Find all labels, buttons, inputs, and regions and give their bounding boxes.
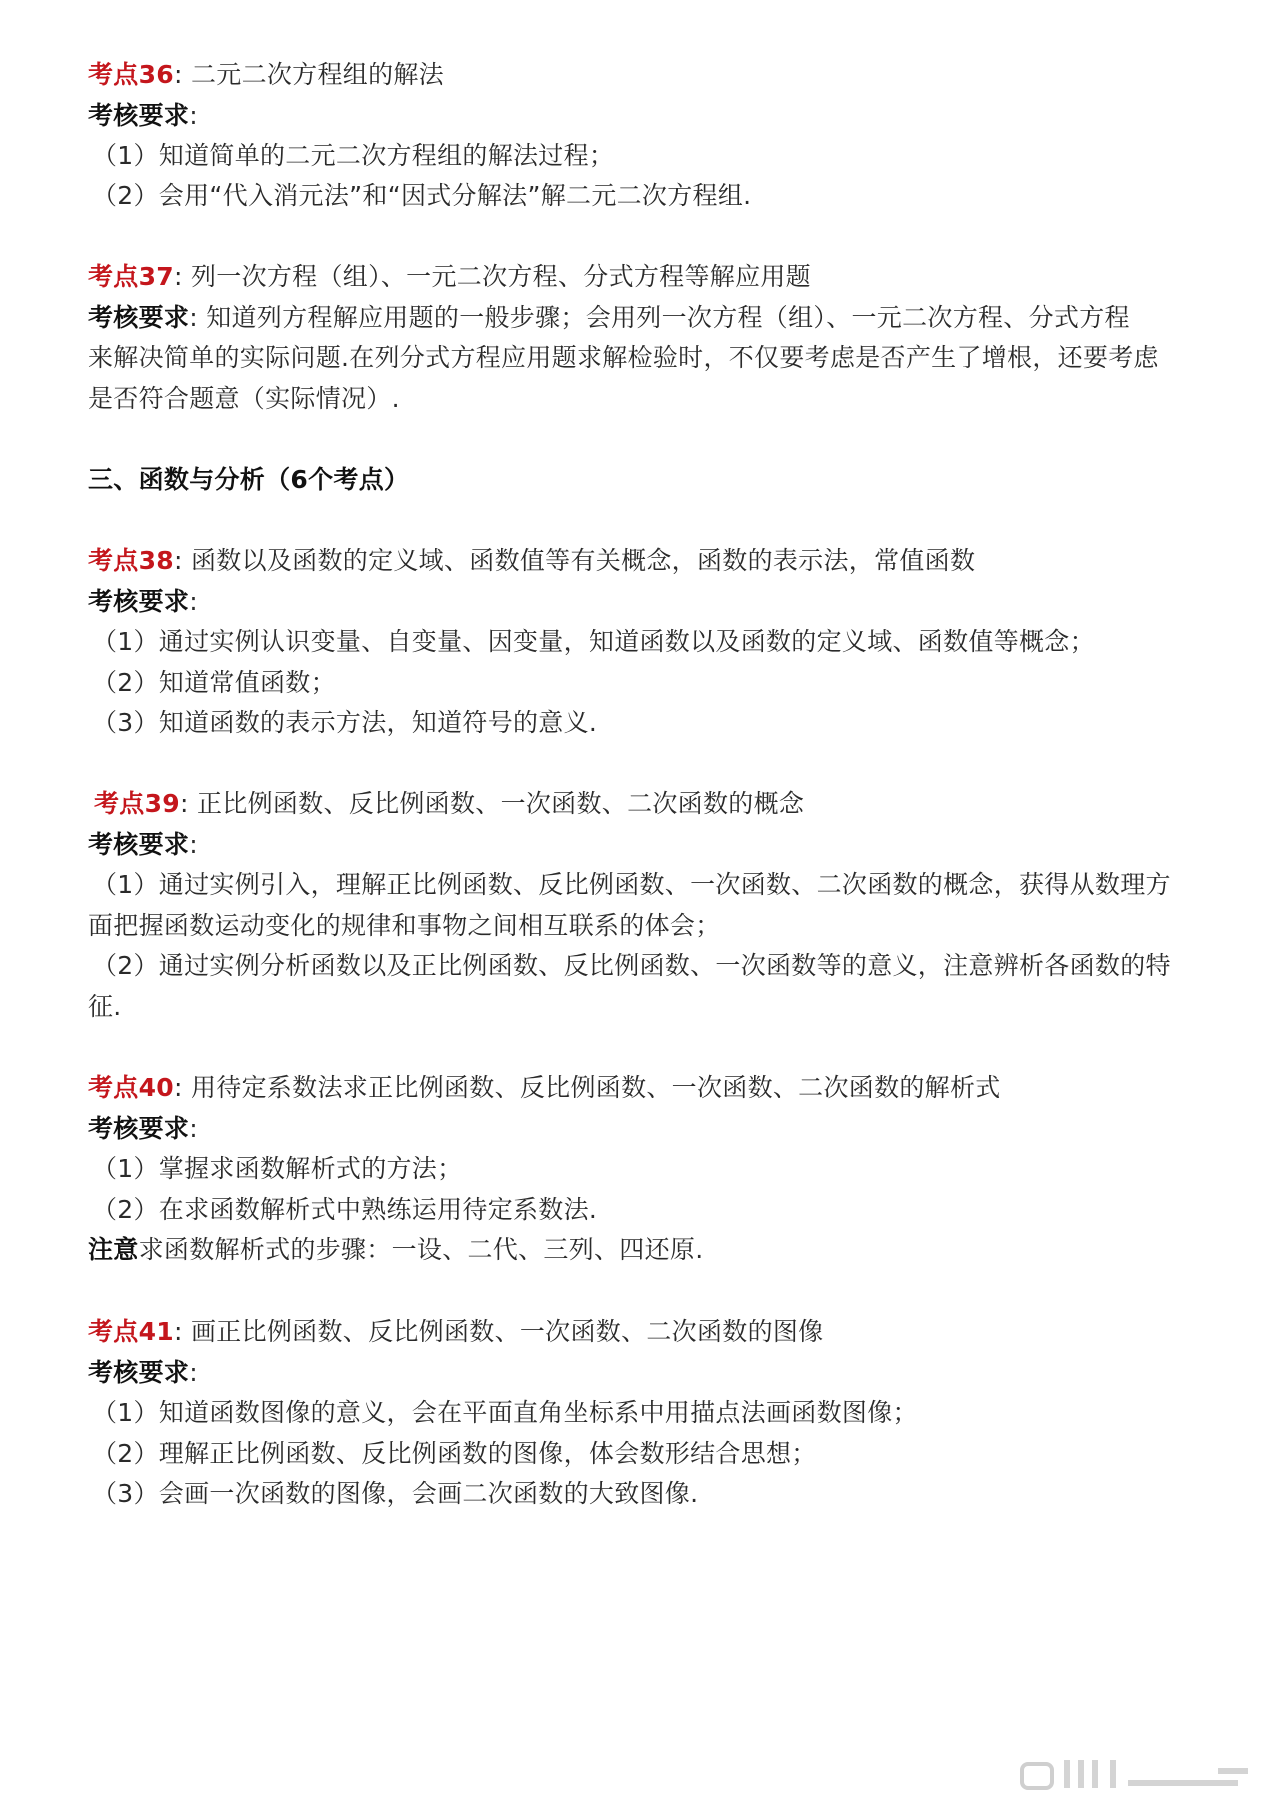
requirement-item: （2）会用“代入消元法”和“因式分解法”解二元二次方程组. [92,181,752,210]
separator: : [174,1317,191,1346]
requirement-item: （2）在求函数解析式中熟练运用待定系数法. [92,1195,598,1224]
kaodian-title: 用待定系数法求正比例函数、反比例函数、一次函数、二次函数的解析式 [190,1073,1001,1102]
requirement-item: （1）通过实例引入，理解正比例函数、反比例函数、一次函数、二次函数的概念，获得从数理方 [92,870,1171,899]
separator: : [174,60,191,89]
requirement-text: 知道列方程解应用题的一般步骤；会用列一次方程（组）、一元二次方程、分式方程 [206,303,1130,332]
paragraph-line: 是否符合题意（实际情况）. [88,384,400,413]
kaodian-label: 考点36 [88,60,174,89]
kaodian-title: 列一次方程（组）、一元二次方程、分式方程等解应用题 [190,262,811,291]
section-heading: 三、函数与分析（6个考点） [88,465,410,494]
kaodian-label: 考点38 [88,546,174,575]
requirement-item: （2）理解正比例函数、反比例函数的图像，体会数形结合思想； [92,1439,817,1468]
requirement-label: 考核要求 [88,1114,190,1143]
requirement-item: （1）掌握求函数解析式的方法； [92,1154,463,1183]
kaodian-37-heading [88,260,1212,294]
requirement-item-continued: 征. [88,992,122,1021]
kaodian-title: 画正比例函数、反比例函数、一次函数、二次函数的图像 [190,1317,824,1346]
note-line [88,1233,1212,1267]
requirement-heading [88,828,1212,862]
requirement-item: （1）通过实例认识变量、自变量、因变量，知道函数以及函数的定义域、函数值等概念； [92,627,1095,656]
kaodian-40-heading [88,1071,1212,1105]
requirement-label: 考核要求 [88,303,190,332]
kaodian-label: 考点39 [94,789,180,818]
separator: : [189,101,198,130]
separator: : [174,1073,191,1102]
kaodian-38-heading [88,544,1212,578]
kaodian-title: 二元二次方程组的解法 [190,60,444,89]
requirement-item: （2）通过实例分析函数以及正比例函数、反比例函数、一次函数等的意义，注意辨析各函数的特 [92,951,1171,980]
requirement-heading [88,99,1212,133]
requirement-label: 考核要求 [88,101,190,130]
separator: : [189,1358,198,1387]
requirement-item: （3）会画一次函数的图像，会画二次函数的大致图像. [92,1479,699,1508]
requirement-label: 考核要求 [88,1358,190,1387]
kaodian-label: 考点37 [88,262,174,291]
separator: : [189,1114,198,1143]
watermark-logo [1018,1754,1258,1794]
requirement-item: （1）知道简单的二元二次方程组的解法过程； [92,141,615,170]
requirement-heading [88,1112,1212,1146]
separator: : [189,587,198,616]
kaodian-label: 考点40 [88,1073,174,1102]
requirement-item: （2）知道常值函数； [92,668,336,697]
requirement-item-continued: 面把握函数运动变化的规律和事物之间相互联系的体会； [88,911,721,940]
requirement-item: （3）知道函数的表示方法，知道符号的意义. [92,708,598,737]
separator: : [189,830,198,859]
kaodian-title: 正比例函数、反比例函数、一次函数、二次函数的概念 [196,789,805,818]
separator: : [180,789,197,818]
note-text: 求函数解析式的步骤：一设、二代、三列、四还原. [138,1235,704,1264]
requirement-label: 考核要求 [88,587,190,616]
separator: : [174,546,191,575]
separator: : [174,262,191,291]
requirement-heading [88,585,1212,619]
paragraph-line: 来解决简单的实际问题.在列分式方程应用题求解检验时，不仅要考虑是否产生了增根，还要考虑 [88,343,1159,372]
kaodian-41-heading [88,1315,1212,1349]
kaodian-36-heading [88,58,1212,92]
requirement-heading [88,1356,1212,1390]
kaodian-39-heading [94,787,1212,821]
requirement-item: （1）知道函数图像的意义，会在平面直角坐标系中用描点法画函数图像； [92,1398,918,1427]
requirement-paragraph [88,301,1212,335]
requirement-label: 考核要求 [88,830,190,859]
kaodian-label: 考点41 [88,1317,174,1346]
kaodian-title: 函数以及函数的定义域、函数值等有关概念，函数的表示法，常值函数 [190,546,976,575]
watermark-icon [1018,1754,1258,1794]
note-label: 注意 [88,1235,139,1264]
separator: : [189,303,207,332]
